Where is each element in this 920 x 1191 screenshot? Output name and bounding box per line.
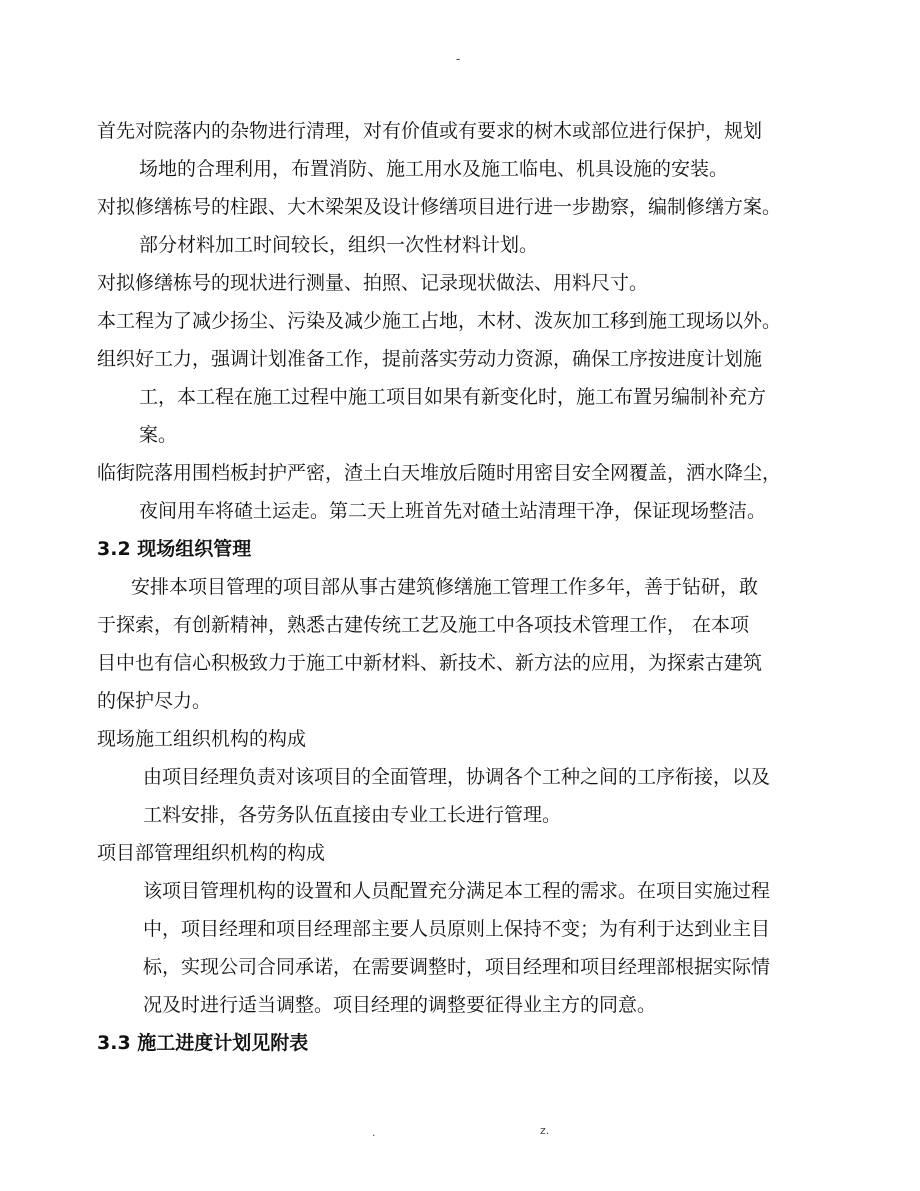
paragraph-line: 工，本工程在施工过程中施工项目如果有新变化时，施工布置另编制补充方 (139, 386, 767, 408)
footer-mark-left: . (372, 1126, 376, 1139)
paragraph-line: 该项目管理机构的设置和人员配置充分满足本工程的需求。在项目实施过程 (143, 880, 771, 902)
paragraph-line: 首先对院落内的杂物进行清理，对有价值或有要求的树木或部位进行保护，规划 (97, 120, 763, 142)
paragraph-line: 中，项目经理和项目经理部主要人员原则上保持不变；为有利于达到业主目 (143, 918, 771, 940)
paragraph-line: 临街院落用围档板封护严密，渣土白天堆放后随时用密目安全网覆盖，洒水降尘， (97, 462, 782, 484)
section-heading-3-2: 3.2 现场组织管理 (97, 538, 252, 560)
paragraph-line: 工料安排，各劳务队伍直接由专业工长进行管理。 (143, 804, 562, 826)
paragraph-line: 于探索，有创新精神，熟悉古建传统工艺及施工中各项技术管理工作， 在本项 (97, 614, 750, 636)
paragraph-line: 由项目经理负责对该项目的全面管理，协调各个工种之间的工序衔接，以及 (143, 766, 771, 788)
footer-mark-right: z. (540, 1124, 550, 1137)
paragraph-line: 标，实现公司合同承诺，在需要调整时，项目经理和项目经理部根据实际情 (143, 956, 771, 978)
paragraph-line: 况及时进行适当调整。项目经理的调整要征得业主方的同意。 (143, 994, 657, 1016)
paragraph-line: 场地的合理利用，布置消防、施工用水及施工临电、机具设施的安装。 (139, 158, 729, 180)
paragraph-line: 的保护尽力。 (97, 690, 212, 712)
paragraph-line: 安排本项目管理的项目部从事古建筑修缮施工管理工作多年，善于钻研，敢 (131, 576, 759, 598)
paragraph-line: 部分材料加工时间较长，组织一次性材料计划。 (139, 234, 539, 256)
paragraph-line: 对拟修缮栋号的现状进行测量、拍照、记录现状做法、用料尺寸。 (97, 272, 649, 294)
section-heading-3-3: 3.3 施工进度计划见附表 (97, 1032, 309, 1054)
paragraph-line: 夜间用车将碴土运走。第二天上班首先对碴土站清理干净，保证现场整洁。 (139, 500, 767, 522)
paragraph-line: 对拟修缮栋号的柱跟、大木梁架及设计修缮项目进行进一步勘察，编制修缮方案。 (97, 196, 782, 218)
subsection-title: 项目部管理组织机构的构成 (97, 842, 326, 864)
document-body (97, 112, 847, 1062)
paragraph-line: 组织好工力，强调计划准备工作，提前落实劳动力资源，确保工序按进度计划施 (97, 348, 763, 370)
subsection-title: 现场施工组织机构的构成 (97, 728, 307, 750)
header-mark: - (456, 52, 461, 66)
paragraph-line: 目中也有信心积极致力于施工中新材料、新技术、新方法的应用，为探索古建筑 (97, 652, 763, 674)
paragraph-line: 本工程为了减少扬尘、污染及减少施工占地，木材、泼灰加工移到施工现场以外。 (97, 310, 782, 332)
paragraph-line: 案。 (139, 424, 178, 446)
